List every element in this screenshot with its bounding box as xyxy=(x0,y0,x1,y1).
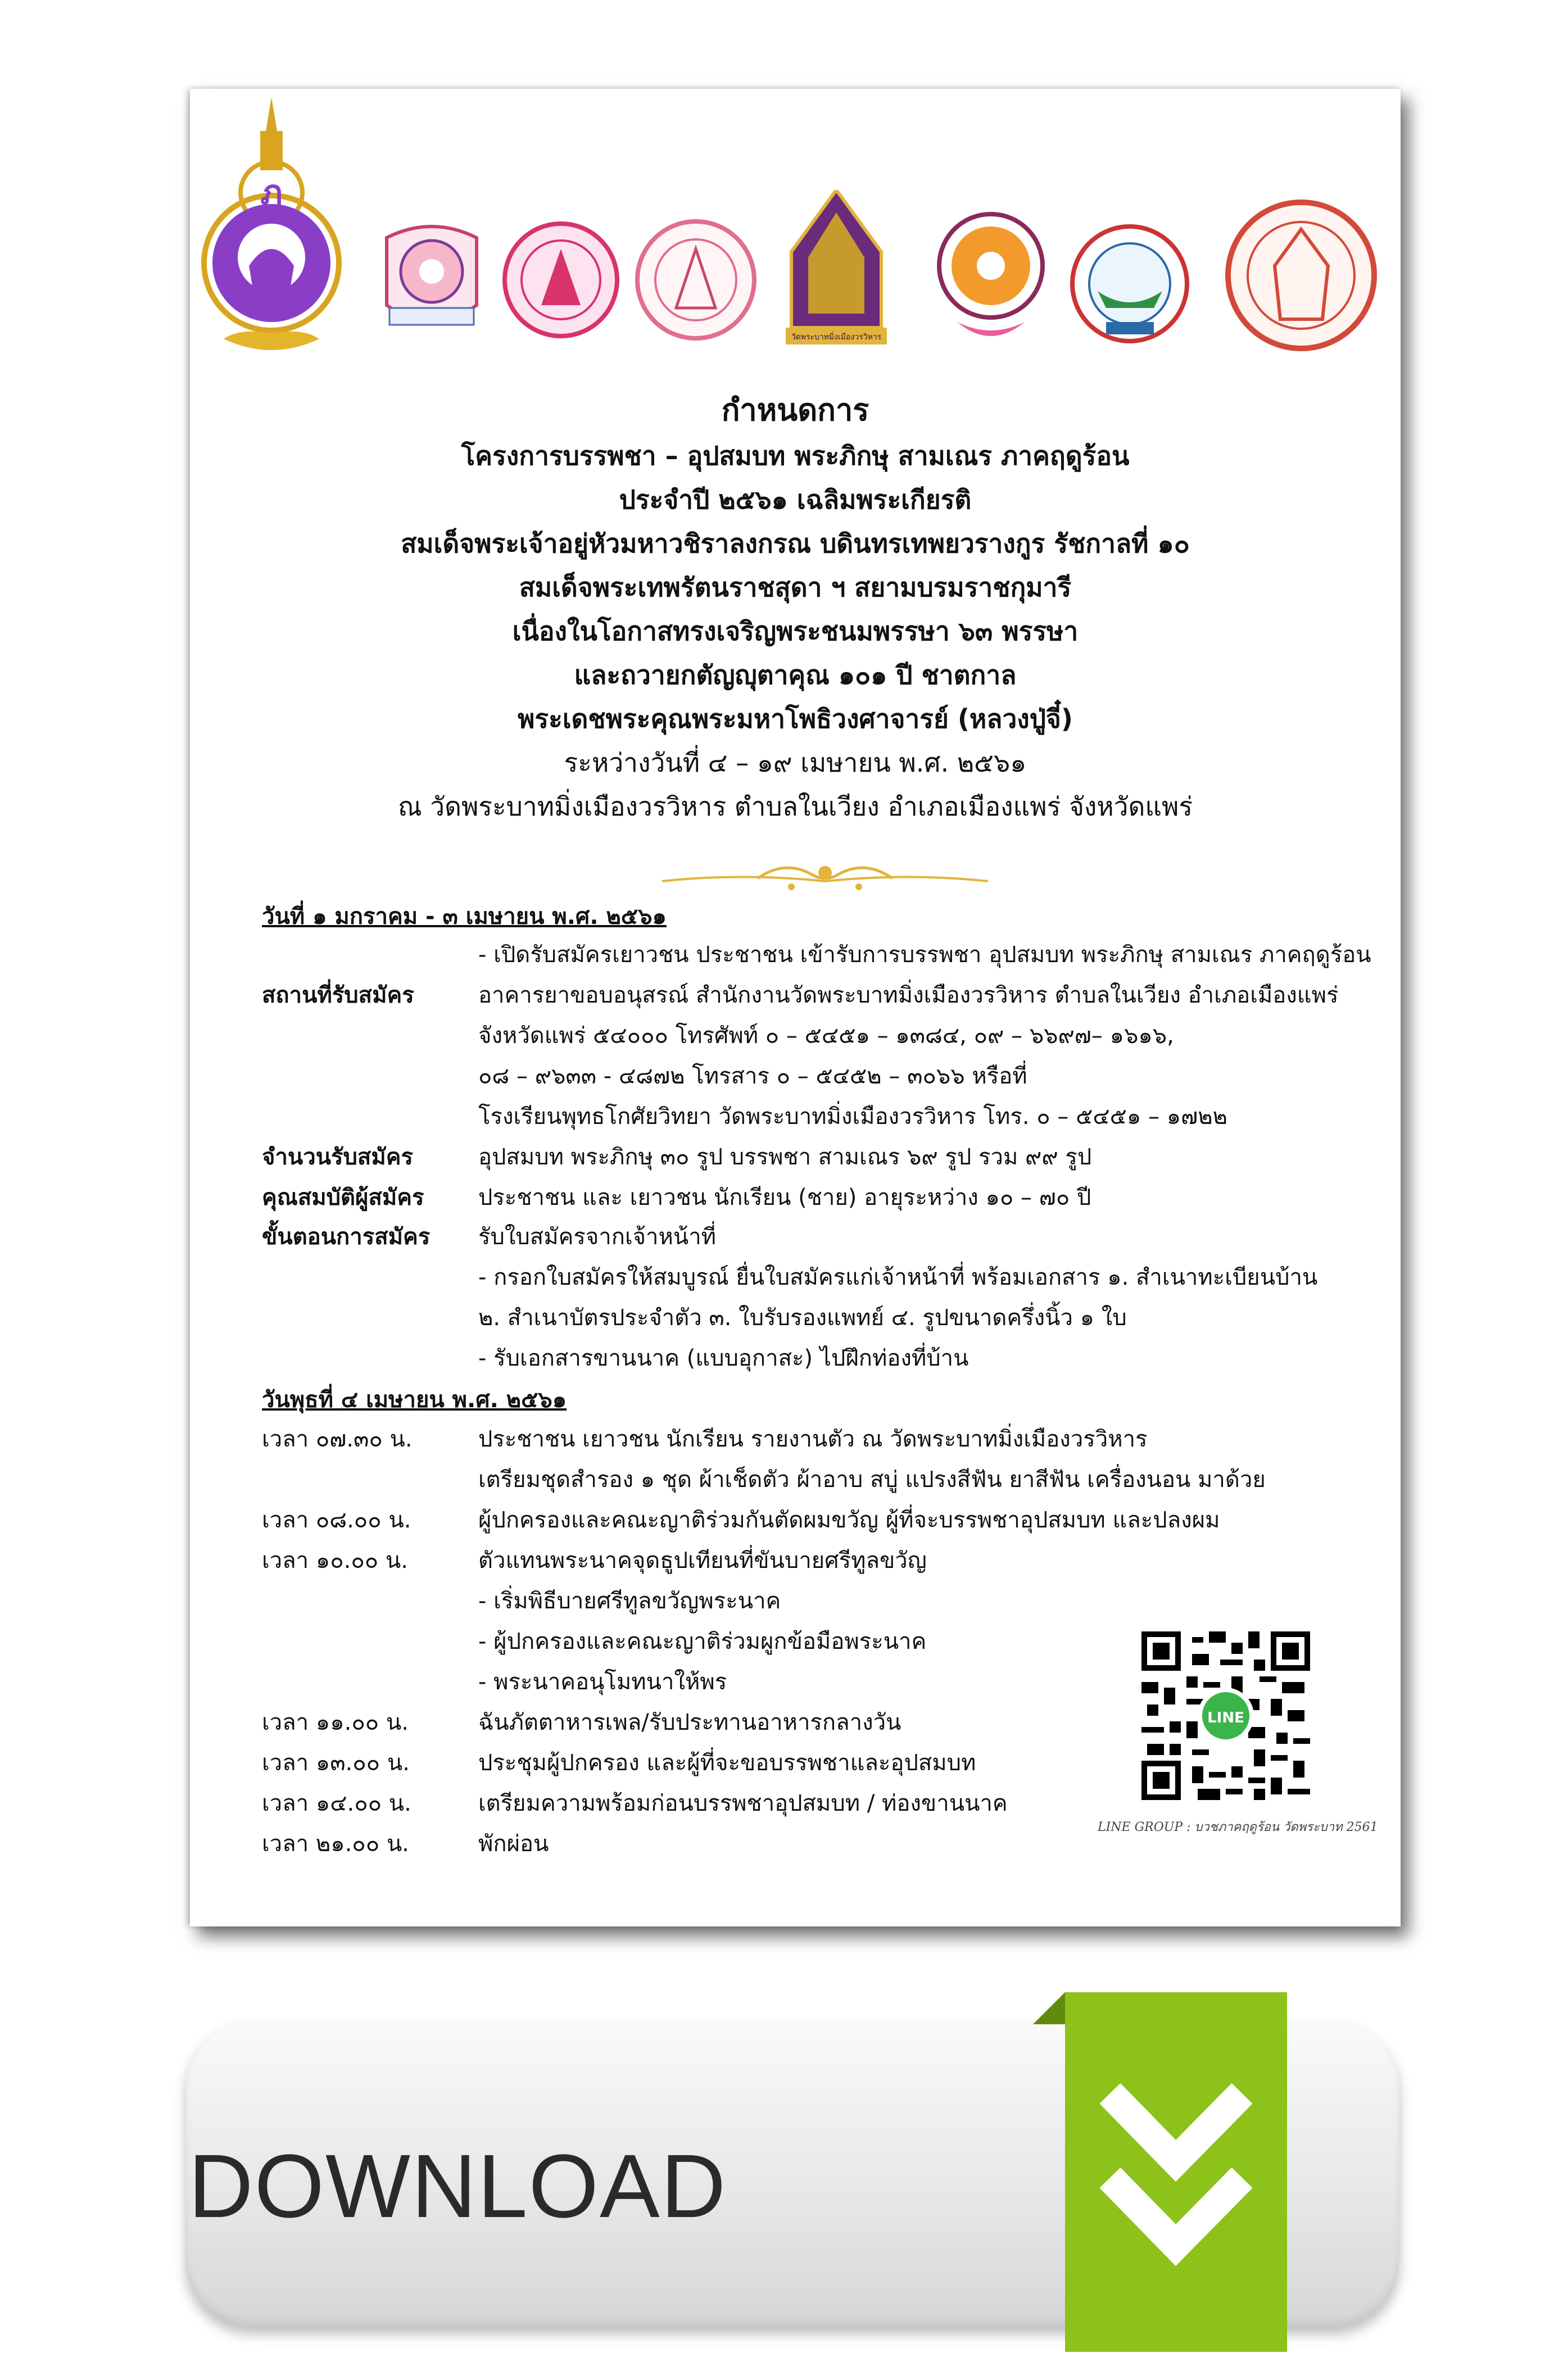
line-qr-code[interactable] xyxy=(1141,1631,1310,1800)
temple-shield-caption: วัดพระบาทมิ่งเมืองวรวิหาร xyxy=(791,333,882,342)
schedule-time: เวลา ๑๔.๐๐ น. xyxy=(262,1790,411,1816)
place-line-5: โรงเรียนพุทธโกศัยวิทยา วัดพระบาทมิ่งเมืองวรวิหาร โทร. ๐ – ๕๔๕๑ – ๑๗๒๒ xyxy=(478,1104,1227,1130)
header-line-2: ประจำปี ๒๕๖๑ เฉลิมพระเกียรติ xyxy=(619,484,972,515)
place-line-4: ๐๘ – ๙๖๓๓ - ๔๘๗๒ โทรสาร ๐ – ๕๔๕๒ – ๓๐๖๖ หรือที่ xyxy=(478,1063,1027,1089)
school-seal-logo xyxy=(375,215,488,339)
count-text: อุปสมบท พระภิกษุ ๓๐ รูป บรรพชา สามเณร ๖๙ รูป รวม ๙๙ รูป xyxy=(478,1144,1092,1170)
steps-label: ขั้นตอนการสมัคร xyxy=(262,1224,431,1250)
schedule-text: - ผู้ปกครองและคณะญาติร่วมผูกข้อมือพระนาค xyxy=(478,1629,927,1654)
section1-heading: วันที่ ๑ มกราคม - ๓ เมษายน พ.ศ. ๒๕๖๑ xyxy=(262,904,667,930)
pink-seal-logo xyxy=(502,221,620,339)
schedule-text: พักผ่อน xyxy=(478,1831,549,1857)
schedule-text: - พระนาคอนุโมทนาให้พร xyxy=(478,1669,727,1695)
header-line-7: พระเดชพระคุณพระมหาโพธิวงศาจารย์ (หลวงปู่จี๋) xyxy=(518,704,1073,734)
double-chevron-down-icon xyxy=(1065,1992,1287,2352)
steps-line-4: - รับเอกสารขานนาค (แบบอุกาสะ) ไปฝึกท่องที่บ้าน xyxy=(478,1345,969,1371)
date-line: ระหว่างวันที่ ๔ – ๑๙ เมษายน พ.ศ. ๒๕๖๑ xyxy=(564,747,1027,778)
temple-seal-logo xyxy=(634,218,758,342)
schedule-text: ประชาชน เยาวชน นักเรียน รายงานตัว ณ วัดพระบาทมิ่งเมืองวรวิหาร xyxy=(478,1426,1148,1452)
steps-line-2: - กรอกใบสมัครให้สมบูรณ์ ยื่นใบสมัครแก่เจ้าหน้าที่ พร้อมเอกสาร ๑. สำเนาทะเบียนบ้าน xyxy=(478,1264,1318,1290)
qualification-label: คุณสมบัติผู้สมัคร xyxy=(262,1185,424,1211)
count-label: จำนวนรับสมัคร xyxy=(262,1144,413,1170)
page-title: กำหนดการ xyxy=(721,392,869,428)
schedule-text: เตรียมชุดสำรอง ๑ ชุด ผ้าเช็ดตัว ผ้าอาบ สบู่ แปรงสีฟัน ยาสีฟัน เครื่องนอน มาด้วย xyxy=(478,1467,1266,1493)
red-seal-logo xyxy=(1224,198,1379,353)
title-block xyxy=(190,387,1401,828)
temple-shield-logo xyxy=(783,190,890,350)
schedule-time: เวลา ๑๐.๐๐ น. xyxy=(262,1548,408,1574)
dharma-wheel-logo xyxy=(935,210,1047,350)
section2-heading: วันพุธที่ ๔ เมษายน พ.ศ. ๒๕๖๑ xyxy=(262,1387,567,1413)
schedule-text: ผู้ปกครองและคณะญาติร่วมกันตัดผมขวัญ ผู้ที่จะบรรพชาอุปสมบท และปลงผม xyxy=(478,1507,1220,1533)
header-line-4: สมเด็จพระเทพรัตนราชสุดา ฯ สยามบรมราชกุมารี xyxy=(519,572,1072,602)
schedule-text: ตัวแทนพระนาคจุดธูปเทียนที่ขันบายศรีทูลขวัญ xyxy=(478,1548,927,1574)
place-label: สถานที่รับสมัคร xyxy=(262,982,414,1008)
royal-emblem-logo xyxy=(190,97,353,361)
steps-line-1: รับใบสมัครจากเจ้าหน้าที่ xyxy=(478,1224,717,1250)
place-line-2: อาคารยาขอบอนุสรณ์ สำนักงานวัดพระบาทมิ่งเมืองวรวิหาร ตำบลในเวียง อำเภอเมืองแพร่ xyxy=(478,982,1339,1008)
header-line-6: และถวายกตัญญุตาคุณ ๑๐๑ ปี ชาตกาล xyxy=(574,660,1017,690)
header-line-5: เนื่องในโอกาสทรงเจริญพระชนมพรรษา ๖๓ พรรษา xyxy=(512,616,1079,646)
header-line-3: สมเด็จพระเจ้าอยู่หัวมหาวชิราลงกรณ บดินทรเทพยวรางกูร รัชกาลที่ ๑๐ xyxy=(401,528,1190,559)
logo-row xyxy=(190,89,1401,381)
schedule-time: เวลา ๑๑.๐๐ น. xyxy=(262,1710,409,1735)
document-page xyxy=(190,89,1401,1926)
schedule-text: ประชุมผู้ปกครอง และผู้ที่จะขอบรรพชาและอุปสมบท xyxy=(478,1750,976,1776)
place-line-3: จังหวัดแพร่ ๕๔๐๐๐ โทรศัพท์ ๐ – ๕๔๕๑ – ๑๓๘๔, ๐๙ – ๖๖๙๗– ๑๖๑๖, xyxy=(478,1023,1174,1049)
schedule-text: เตรียมความพร้อมก่อนบรรพชาอุปสมบท / ท่องขานนาค xyxy=(478,1790,1008,1816)
header-line-1: โครงการบรรพชา – อุปสมบท พระภิกษุ สามเณร ภาคฤดูร้อน xyxy=(461,441,1130,471)
line-logo-icon: LINE xyxy=(1207,1710,1244,1726)
download-label[interactable]: DOWNLOAD xyxy=(188,2136,727,2236)
schedule-time: เวลา ๒๑.๐๐ น. xyxy=(262,1831,409,1857)
schedule-time: เวลา ๐๗.๓๐ น. xyxy=(262,1426,413,1452)
steps-line-3: ๒. สำเนาบัตรประจำตัว ๓. ใบรับรองแพทย์ ๔. รูปขนาดครึ่งนิ้ว ๑ ใบ xyxy=(478,1305,1127,1331)
schedule-text: ฉันภัตตาหารเพล/รับประทานอาหารกลางวัน xyxy=(478,1710,901,1735)
qualification-text: ประชาชน และ เยาวชน นักเรียน (ชาย) อายุระหว่าง ๑๐ – ๗๐ ปี xyxy=(478,1185,1091,1211)
download-icon-panel[interactable] xyxy=(1065,1992,1287,2352)
royal-emblem-letter: ภ xyxy=(260,173,283,212)
schedule-time: เวลา ๑๓.๐๐ น. xyxy=(262,1750,410,1776)
qr-caption: LINE GROUP : บวชภาคฤดูร้อน วัดพระบาท 2561 xyxy=(1098,1820,1378,1834)
school-ship-seal-logo xyxy=(1070,224,1190,344)
schedule-text: - เริ่มพิธีบายศรีทูลขวัญพระนาค xyxy=(478,1588,781,1614)
ornament-divider xyxy=(656,856,994,901)
download-ribbon-fold xyxy=(1033,1992,1065,2024)
place-line-1: - เปิดรับสมัครเยาวชน ประชาชน เข้ารับการบรรพชา อุปสมบท พระภิกษุ สามเณร ภาคฤดูร้อน xyxy=(478,942,1371,968)
place-line: ณ วัดพระบาทมิ่งเมืองวรวิหาร ตำบลในเวียง อำเภอเมืองแพร่ จังหวัดแพร่ xyxy=(397,791,1193,822)
schedule-time: เวลา ๐๘.๐๐ น. xyxy=(262,1507,411,1533)
